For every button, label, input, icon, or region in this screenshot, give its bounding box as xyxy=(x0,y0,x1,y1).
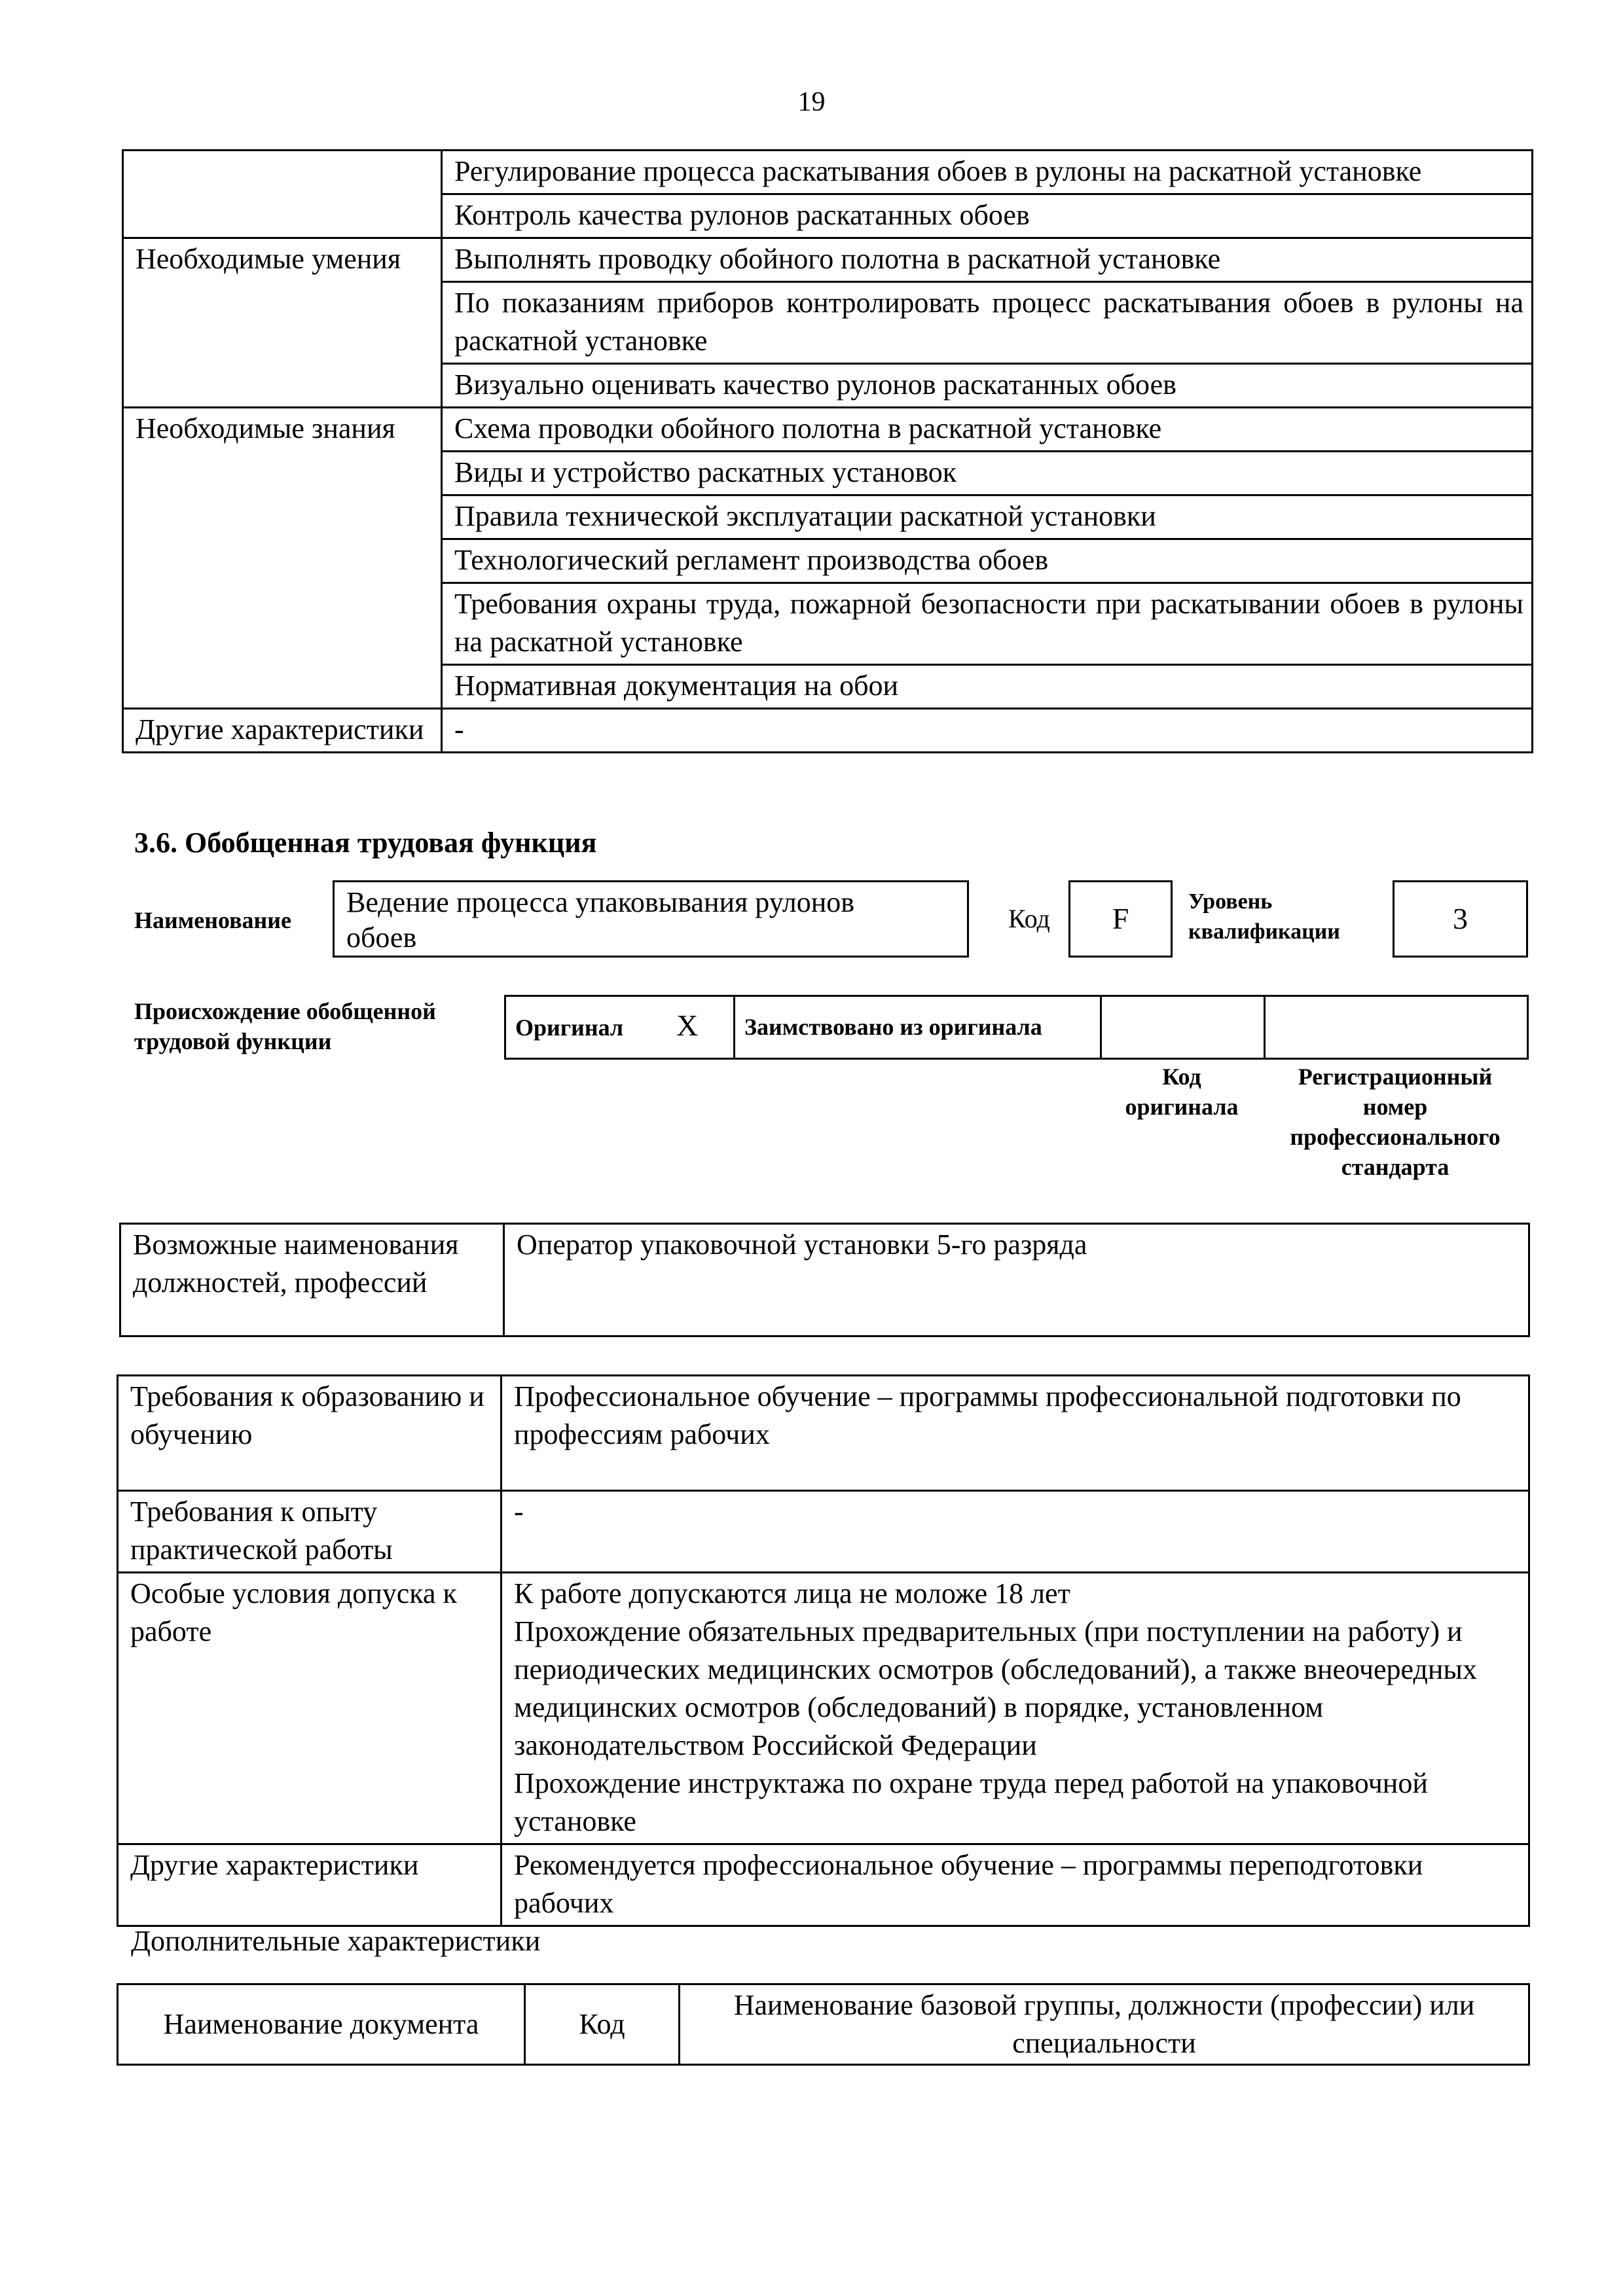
positions-table xyxy=(119,1223,1530,1337)
registration-caption xyxy=(1264,1062,1527,1182)
table-cell xyxy=(123,151,442,194)
positions-value: Оператор упаковочной установки 5-го разряда xyxy=(504,1224,1529,1336)
knowledge-item: Требования охраны труда, пожарной безопасности при раскатывании обоев в рулоны на раскатной установке xyxy=(442,583,1533,665)
table-row xyxy=(123,709,1533,753)
origin-label-line: Происхождение обобщенной xyxy=(134,998,436,1024)
table-cell xyxy=(123,194,442,238)
borrowed-cell: Заимствовано из оригинала xyxy=(735,996,1101,1059)
function-name-box xyxy=(333,880,969,958)
page-number: 19 xyxy=(797,87,826,117)
caption-line: профессионального xyxy=(1290,1124,1501,1150)
original-code-cell xyxy=(1101,996,1265,1059)
caption-line: Регистрационный xyxy=(1298,1064,1493,1090)
header-code: Код xyxy=(525,1984,680,2065)
knowledge-item: Схема проводки обойного полотна в раскатной установке xyxy=(442,408,1533,452)
original-cell xyxy=(505,996,735,1059)
original-mark: X xyxy=(676,1009,699,1042)
caption-line: номер xyxy=(1362,1094,1428,1120)
other-value: - xyxy=(442,709,1533,753)
education-value: Профессиональное обучение – программы профессиональной подготовки по профессиям рабочих xyxy=(501,1376,1529,1491)
level-label-line: квалификации xyxy=(1188,920,1340,944)
level-value-box: 3 xyxy=(1393,880,1528,958)
additional-table xyxy=(117,1983,1530,2066)
knowledge-item: Технологический регламент производства обоев xyxy=(442,539,1533,583)
code-caption xyxy=(1100,1062,1264,1122)
caption-line: Код xyxy=(1162,1064,1201,1090)
knowledge-item: Нормативная документация на обои xyxy=(442,665,1533,709)
table-row xyxy=(123,408,1533,452)
skills-label: Необходимые умения xyxy=(123,238,442,408)
table-row xyxy=(123,194,1533,238)
knowledge-label: Необходимые знания xyxy=(123,408,442,709)
positions-label: Возможные наименования должностей, профессий xyxy=(120,1224,504,1336)
function-name-line: Ведение процесса упаковывания рулонов xyxy=(346,886,855,918)
origin-label xyxy=(134,996,436,1056)
table-row xyxy=(118,1376,1529,1491)
header-document-name: Наименование документа xyxy=(118,1984,525,2065)
header-base-group: Наименование базовой группы, должности (профессии) или специальности xyxy=(680,1984,1529,2065)
level-label xyxy=(1188,887,1340,947)
section-title: 3.6. Обобщенная трудовая функция xyxy=(134,827,597,859)
other-characteristics-label: Другие характеристики xyxy=(118,1844,501,1926)
table-row xyxy=(118,1844,1529,1926)
code-value-box: F xyxy=(1068,880,1173,958)
table-cell: Контроль качества рулонов раскатанных обоев xyxy=(442,194,1533,238)
table-row xyxy=(118,1573,1529,1844)
origin-label-line: трудовой функции xyxy=(134,1028,332,1054)
table-row xyxy=(120,1224,1529,1336)
skill-item: Выполнять проводку обойного полотна в раскатной установке xyxy=(442,238,1533,282)
table-row xyxy=(123,151,1533,194)
special-value xyxy=(501,1573,1529,1844)
special-line: Прохождение инструктажа по охране труда перед работой на упаковочной установке xyxy=(514,1767,1428,1837)
level-label-line: Уровень xyxy=(1188,889,1273,914)
function-name-line: обоев xyxy=(346,922,417,954)
special-line: Прохождение обязательных предварительных (при поступлении на работу) и периодических медицинских осмотров (обследований), а также внеочередных медицинских осмотров (обследований) в порядке, установленном законодательством Российской Федерации xyxy=(514,1615,1477,1761)
table-row xyxy=(123,238,1533,282)
skill-item: По показаниям приборов контролировать процесс раскатывания обоев в рулоны на раскатной установке xyxy=(442,282,1533,364)
special-line: К работе допускаются лица не моложе 18 лет xyxy=(514,1577,1070,1609)
knowledge-item: Правила технической эксплуатации раскатной установки xyxy=(442,495,1533,539)
original-label: Оригинал xyxy=(515,1014,624,1041)
table-row xyxy=(118,1491,1529,1573)
table-row xyxy=(505,996,1528,1059)
skills-knowledge-table xyxy=(122,149,1533,753)
code-label: Код xyxy=(1008,904,1050,933)
requirements-table xyxy=(117,1374,1530,1927)
caption-line: стандарта xyxy=(1341,1154,1450,1180)
name-label: Наименование xyxy=(134,907,291,933)
special-label: Особые условия допуска к работе xyxy=(118,1573,501,1844)
skill-item: Визуально оценивать качество рулонов раскатанных обоев xyxy=(442,364,1533,408)
other-label: Другие характеристики xyxy=(123,709,442,753)
table-row xyxy=(118,1984,1529,2065)
registration-number-cell xyxy=(1265,996,1528,1059)
origin-table xyxy=(504,995,1529,1060)
knowledge-item: Виды и устройство раскатных установок xyxy=(442,452,1533,495)
experience-value: - xyxy=(501,1491,1529,1573)
caption-line: оригинала xyxy=(1125,1094,1239,1120)
table-cell: Регулирование процесса раскатывания обоев в рулоны на раскатной установке xyxy=(442,151,1533,194)
additional-title: Дополнительные характеристики xyxy=(131,1925,541,1957)
other-characteristics-value: Рекомендуется профессиональное обучение – программы переподготовки рабочих xyxy=(501,1844,1529,1926)
experience-label: Требования к опыту практической работы xyxy=(118,1491,501,1573)
education-label: Требования к образованию и обучению xyxy=(118,1376,501,1491)
